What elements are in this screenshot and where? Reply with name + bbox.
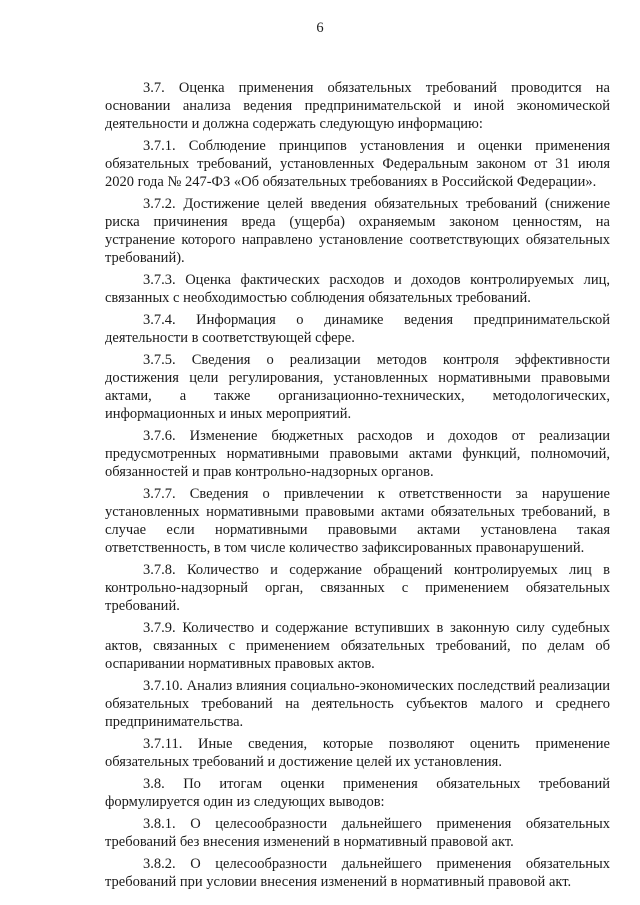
page-number: 6 (316, 20, 324, 36)
paragraph-3-7: 3.7. Оценка применения обязательных требований проводится на основании анализа ведения предпринимательской и иной экономической деятельности и должна содержать следующую информацию: (105, 80, 610, 132)
paragraph-3-7-1: 3.7.1. Соблюдение принципов установления и оценки применения обязательных требований, установленных Федеральным законом от 31 июля 2020 года № 247-ФЗ «Об обязательных требованиях в Российской Федерации». (105, 138, 610, 190)
paragraph-3-7-6: 3.7.6. Изменение бюджетных расходов и доходов от реализации предусмотренных нормативными правовыми актами функций, полномочий, обязанностей и прав контрольно-надзорных органов. (105, 428, 610, 480)
paragraph-3-7-10: 3.7.10. Анализ влияния социально-экономических последствий реализации обязательных требований на деятельность субъектов малого и среднего предпринимательства. (105, 678, 610, 730)
paragraph-3-8-1: 3.8.1. О целесообразности дальнейшего применения обязательных требований без внесения изменений в нормативный правовой акт. (105, 816, 610, 850)
paragraph-3-7-7: 3.7.7. Сведения о привлечении к ответственности за нарушение установленных нормативными правовыми актами обязательных требований, в случае если нормативными правовыми актами установлена такая ответственность, в том числе количество зафиксированных правонарушений. (105, 486, 610, 556)
paragraph-3-7-2: 3.7.2. Достижение целей введения обязательных требований (снижение риска причинения вреда (ущерба) охраняемым законом ценностям, на устранение которого направлено установление соответствующих обязательных требований). (105, 196, 610, 266)
paragraph-3-7-5: 3.7.5. Сведения о реализации методов контроля эффективности достижения цели регулирования, установленных нормативными правовыми актами, а также организационно-технических, методологических, информационных и иных мероприятий. (105, 352, 610, 422)
paragraph-3-7-4: 3.7.4. Информация о динамике ведения предпринимательской деятельности в соответствующей сфере. (105, 312, 610, 346)
paragraph-3-7-11: 3.7.11. Иные сведения, которые позволяют оценить применение обязательных требований и достижение целей их установления. (105, 736, 610, 770)
paragraph-3-8-2: 3.8.2. О целесообразности дальнейшего применения обязательных требований при условии внесения изменений в нормативный правовой акт. (105, 856, 610, 890)
paragraph-3-7-9: 3.7.9. Количество и содержание вступивших в законную силу судебных актов, связанных с применением обязательных требований, по делам об оспаривании нормативных правовых актов. (105, 620, 610, 672)
document-body (105, 79, 610, 895)
paragraph-3-7-8: 3.7.8. Количество и содержание обращений контролируемых лиц в контрольно-надзорный орган, связанных с применением обязательных требований. (105, 562, 610, 614)
paragraph-3-7-3: 3.7.3. Оценка фактических расходов и доходов контролируемых лиц, связанных с необходимостью соблюдения обязательных требований. (105, 272, 610, 306)
paragraph-3-8: 3.8. По итогам оценки применения обязательных требований формулируется один из следующих выводов: (105, 776, 610, 810)
